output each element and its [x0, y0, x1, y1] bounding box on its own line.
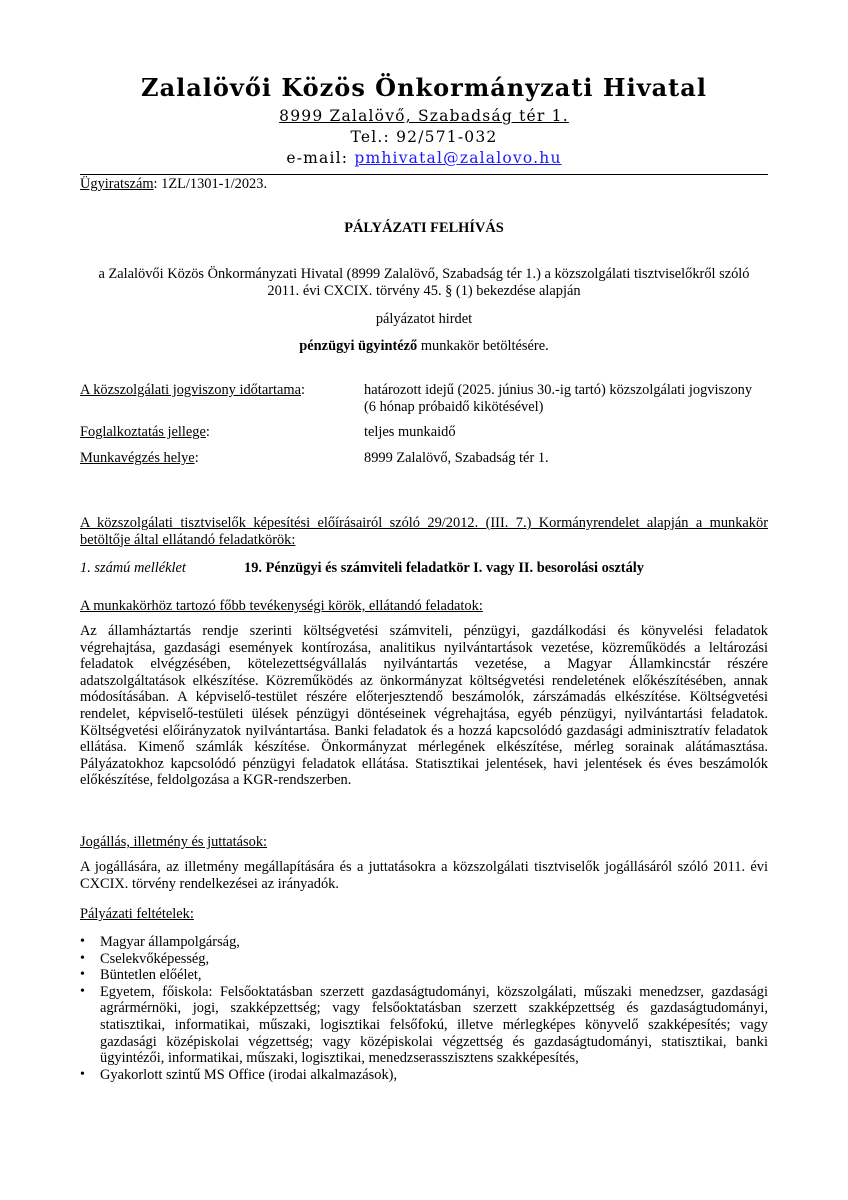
- salary-paragraph: A jogállására, az illetmény megállapítására és a juttatásokra a közszolgálati tisztviselők jogállásáról szóló 2011. évi CXCIX. törvény rendelkezései az irányadók.: [80, 859, 768, 892]
- detail-label: A közszolgálati jogviszony időtartama:: [80, 382, 306, 398]
- annex-line: [80, 560, 768, 577]
- organization-name: Zalalövői Közös Önkormányzati Hivatal: [141, 73, 707, 102]
- position-name: pénzügyi ügyintéző: [299, 338, 418, 354]
- document-title: PÁLYÁZATI FELHÍVÁS: [344, 220, 504, 236]
- intro-paragraph: a Zalalövői Közös Önkormányzati Hivatal (8999 Zalalövő, Szabadság tér 1.) a közszolgálati tisztviselőkről szóló 2011. évi CXCIX. törvény 45. § (1) bekezdése alapján: [98, 266, 750, 299]
- file-number-value: : 1ZL/1301-1/2023.: [153, 176, 268, 192]
- list-item: • Magyar állampolgárság,: [100, 934, 768, 951]
- detail-row-duration: [80, 382, 768, 415]
- detail-value: határozott idejű (2025. június 30.-ig tartó) közszolgálati jogviszony (6 hónap próbaidő kikötésével): [364, 382, 753, 415]
- list-item: • Büntetlen előélet,: [100, 967, 768, 984]
- conditions-list: [80, 934, 768, 1083]
- email-link[interactable]: pmhivatal@zalalovo.hu: [354, 149, 562, 167]
- announce-text: pályázatot hirdet: [375, 311, 473, 327]
- tasks-heading: A munkakörhöz tartozó főbb tevékenységi körök, ellátandó feladatok:: [80, 598, 483, 614]
- list-item: • Gyakorlott szintű MS Office (irodai alkalmazások),: [100, 1067, 768, 1084]
- detail-row-location: [80, 450, 768, 467]
- letterhead: [80, 70, 768, 169]
- organization-phone: Tel.: 92/571-032: [350, 128, 498, 146]
- file-number-label: Ügyiratszám: [80, 176, 154, 192]
- detail-value: 8999 Zalalövő, Szabadság tér 1.: [364, 449, 549, 466]
- position-rest: munkakör betöltésére.: [417, 338, 549, 354]
- list-item: • Egyetem, főiskola: Felsőoktatásban szerzett gazdaságtudományi, közszolgálati, műszaki menedzser, gazdasági agrármérnöki, jogi, szakképzettség; vagy felsőoktatásban szerzett szakképzettség és gazdaságtudományi, statisztikai, informatikai, műszaki, logisztikai felsőfokú, illetve mérlegképes könyvelő szakképesítés; vagy gazdasági középiskolai végzettség; vagy középiskolai végzettség és gazdaságtudományi, statisztikai, banki ügyintézői, informatikai, műszaki, logisztikai, menedzserasszisztens szakképesítés,: [100, 984, 768, 1067]
- organization-address: 8999 Zalalövő, Szabadság tér 1.: [279, 107, 569, 125]
- detail-value: teljes munkaidő: [364, 424, 456, 441]
- detail-label: Foglalkoztatás jellege:: [80, 424, 210, 441]
- email-label: e-mail:: [286, 149, 355, 167]
- detail-row-employment: [80, 424, 768, 441]
- task-category: 19. Pénzügyi és számviteli feladatkör I. vagy II. besorolási osztály: [244, 560, 644, 576]
- header-divider: [80, 174, 768, 175]
- regulation-text: A közszolgálati tisztviselők képesítési előírásairól szóló 29/2012. (III. 7.) Kormányrendelet alapján a munkakör betöltője által ellátandó feladatkörök:: [80, 515, 768, 548]
- list-item: • Cselekvőképesség,: [100, 951, 768, 968]
- annex-label: 1. számú melléklet: [80, 560, 186, 576]
- details-block: [80, 382, 768, 466]
- salary-heading: Jogállás, illetmény és juttatások:: [80, 834, 268, 850]
- tasks-paragraph: Az államháztartás rendje szerinti költségvetési számviteli, pénzügyi, gazdálkodási és könyvelési feladatok végrehajtása, gazdasági események kontírozása, analitikus nyilvántartások vezetése, közreműködés a leltározási feladatok elvégzésében, kötelezettségvállalás nyilvántartás vezetése, a Magyar Államkincstár részére adatszolgáltatások elkészítése. Közreműködés az önkormányzat költségvetési rendeletének előkészítésében, annak módosításában. A képviselő-testület részére előterjesztendő beszámolók, zárszámadás elkészítése. Költségvetési rendelet, képviselő-testületi ülések pénzügyi döntéseinek végrehajtása, egyéb pénzügyi, nyilvántartási feladatok. Költségvetési előirányzatok nyilvántartása. Banki feladatok és a hozzá kapcsolódó gazdasági adminisztratív feladatok ellátása. Kimenő számlák készítése. Önkormányzat mérlegének elkészítése, mérleg sorainak alátámasztása. Pályázatokhoz kapcsolódó pénzügyi feladatok ellátása. Statisztikai jelentések, havi jelentések és éves beszámolók előkészítése, feldolgozása a KGR-rendszerben.: [80, 623, 768, 789]
- file-number: [80, 176, 768, 193]
- organization-email-line: [80, 148, 768, 169]
- detail-label: Munkavégzés helye:: [80, 449, 199, 466]
- conditions-list-wrapper: [80, 934, 768, 1083]
- conditions-heading: Pályázati feltételek:: [80, 906, 194, 922]
- position-line: [80, 338, 768, 355]
